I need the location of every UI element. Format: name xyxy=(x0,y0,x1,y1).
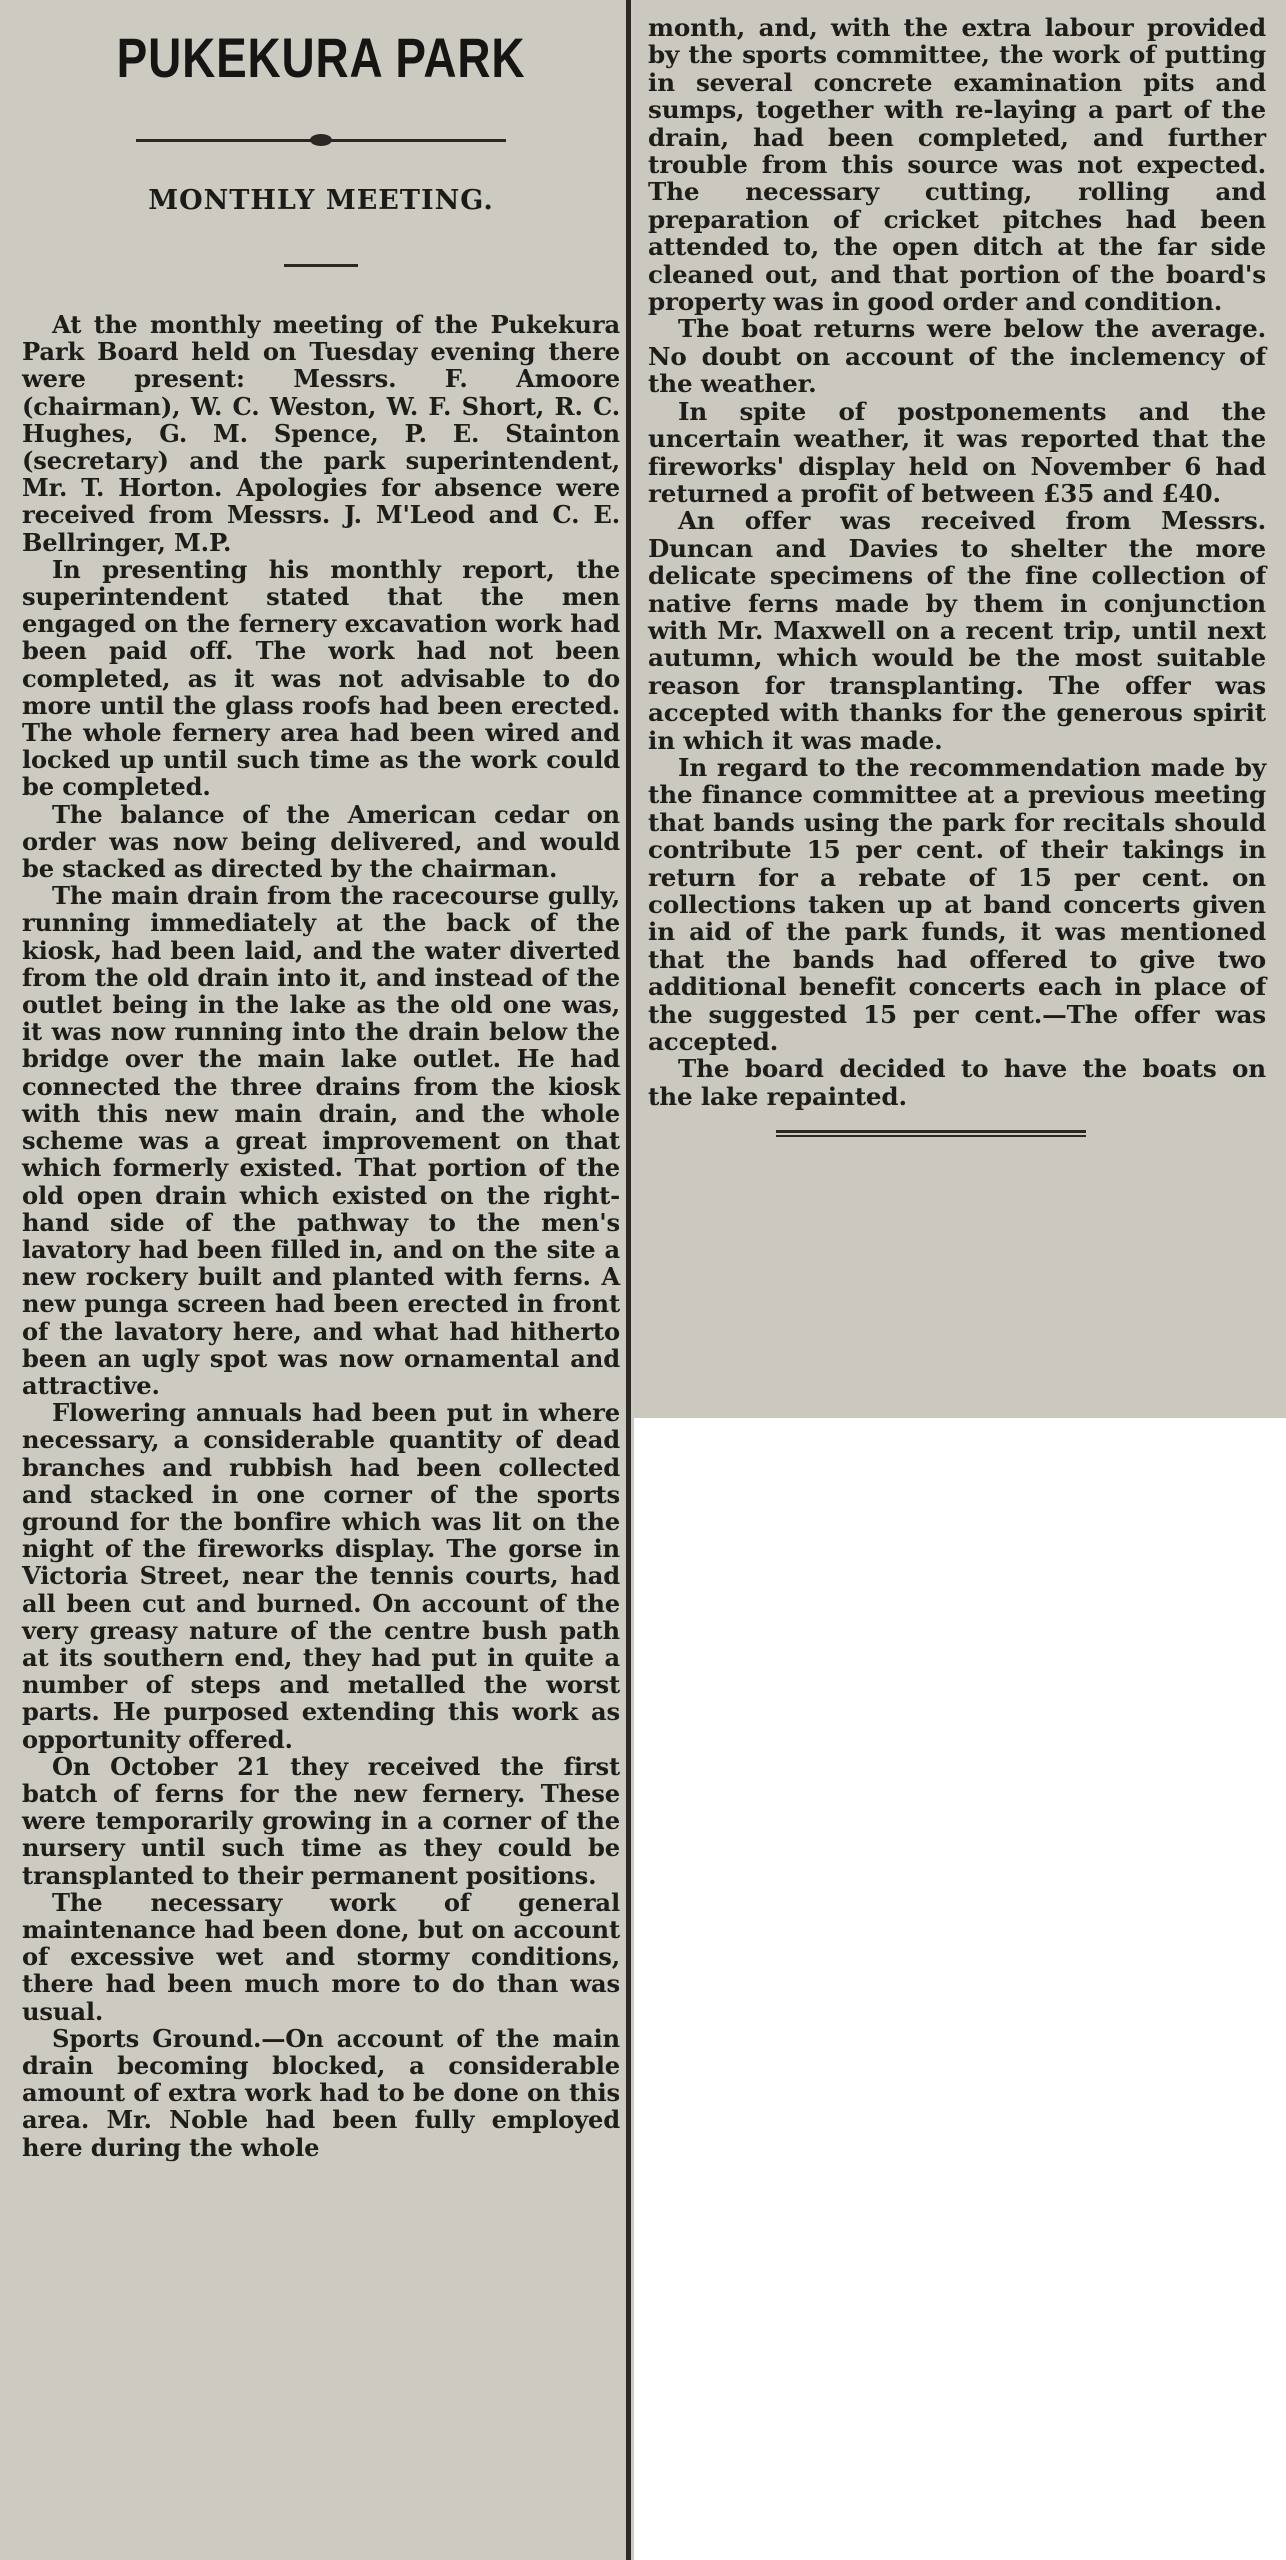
subheadline: MONTHLY MEETING. xyxy=(148,185,494,216)
paragraph: An offer was received from Messrs. Duncan and Davies to shelter the more delicate specimens of the fine collection of native ferns made by them in conjunction with Mr. Maxwell on a recent trip, until next autumn, which would be the most suitable reason for transplanting. The offer was accepted with thanks for the generous spirit in which it was made. xyxy=(648,506,1266,755)
paragraph: The necessary work of general maintenance had been done, but on account of excessive wet and stormy conditions, there had been much more to do than was usual. xyxy=(22,1887,620,2026)
column-2-content xyxy=(648,0,1266,1137)
paragraph: The boat returns were below the average. No doubt on account of the inclemency of the weather. xyxy=(648,314,1266,399)
column-1 xyxy=(0,0,634,2560)
ornamental-rule xyxy=(136,134,506,146)
paragraph: The board decided to have the boats on the lake repainted. xyxy=(648,1054,1266,1111)
paragraph: On October 21 they received the first batch of ferns for the new fernery. These were temporarily growing in a corner of the nursery until such time as they could be transplanted to their permanent positions. xyxy=(22,1751,620,1890)
end-rule xyxy=(776,1130,1086,1137)
paragraph: In spite of postponements and the uncertain weather, it was reported that the fireworks' display held on November 6 had returned a profit of between £35 and £40. xyxy=(648,396,1266,508)
paragraph: At the monthly meeting of the Pukekura Park Board held on Tuesday evening there were present: Messrs. F. Amoore (chairman), W. C. Weston, W. F. Short, R. C. Hughes, G. M. Spence, P. E. Stainton (secretary) and the park superintendent, Mr. T. Horton. Apologies for absence were received from Messrs. J. M'Leod and C. E. Bellringer, M.P. xyxy=(22,310,620,557)
headline: PUKEKURA PARK xyxy=(116,26,526,89)
paragraph: The balance of the American cedar on order was now being delivered, and would be stacked as directed by the chairman. xyxy=(22,799,620,884)
paragraph: Sports Ground.—On account of the main drain becoming blocked, a considerable amount of extra work had to be done on this area. Mr. Noble had been fully employed here during the whole xyxy=(22,2023,620,2162)
paragraph: Flowering annuals had been put in where necessary, a considerable quantity of dead branches and rubbish had been collected and stacked in one corner of the sports ground for the bonfire which was lit on the night of the fireworks display. The gorse in Victoria Street, near the tennis courts, had all been cut and burned. On account of the very greasy nature of the centre bush path at its southern end, they had put in quite a number of steps and metalled the worst parts. He purposed extending this work as opportunity offered. xyxy=(22,1398,620,1754)
paragraph: In regard to the recommendation made by the finance committee at a previous meeting that bands using the park for recitals should contribute 15 per cent. of their takings in return for a rebate of 15 per cent. on collections taken up at band concerts given in aid of the park funds, it was mentioned that the bands had offered to give two additional benefit concerts each in place of the suggested 15 per cent.—The offer was accepted. xyxy=(648,752,1266,1057)
column-1-content xyxy=(22,0,620,2161)
paragraph: month, and, with the extra labour provided by the sports committee, the work of putting in several concrete examination pits and sumps, together with re-laying a part of the drain, had been completed, and further trouble from this source was not expected. The necessary cutting, rolling and preparation of cricket pitches had been attended to, the open ditch at the far side cleaned out, and that portion of the board's property was in good order and condition. xyxy=(648,13,1266,317)
paragraph: The main drain from the racecourse gully, running immediately at the back of the kiosk, had been laid, and the water diverted from the old drain into it, and instead of the outlet being in the lake as the old one was, it was now running into the drain below the bridge over the main lake outlet. He had connected the three drains from the kiosk with this new main drain, and the whole scheme was a great improvement on that which formerly existed. That portion of the old open drain which existed on the right-hand side of the pathway to the men's lavatory had been filled in, and on the site a new rockery built and planted with ferns. A new punga screen had been erected in front of the lavatory here, and what had hitherto been an ugly spot was now ornamental and attractive. xyxy=(22,881,620,1400)
paragraph: In presenting his monthly report, the superintendent stated that the men engaged on the fernery excavation work had been paid off. The work had not been completed, as it was not advisable to do more until the glass roofs had been erected. The whole fernery area had been wired and locked up until such time as the work could be completed. xyxy=(22,554,620,802)
short-rule xyxy=(284,264,358,267)
column-divider xyxy=(626,0,631,2560)
column-2 xyxy=(634,0,1286,1418)
